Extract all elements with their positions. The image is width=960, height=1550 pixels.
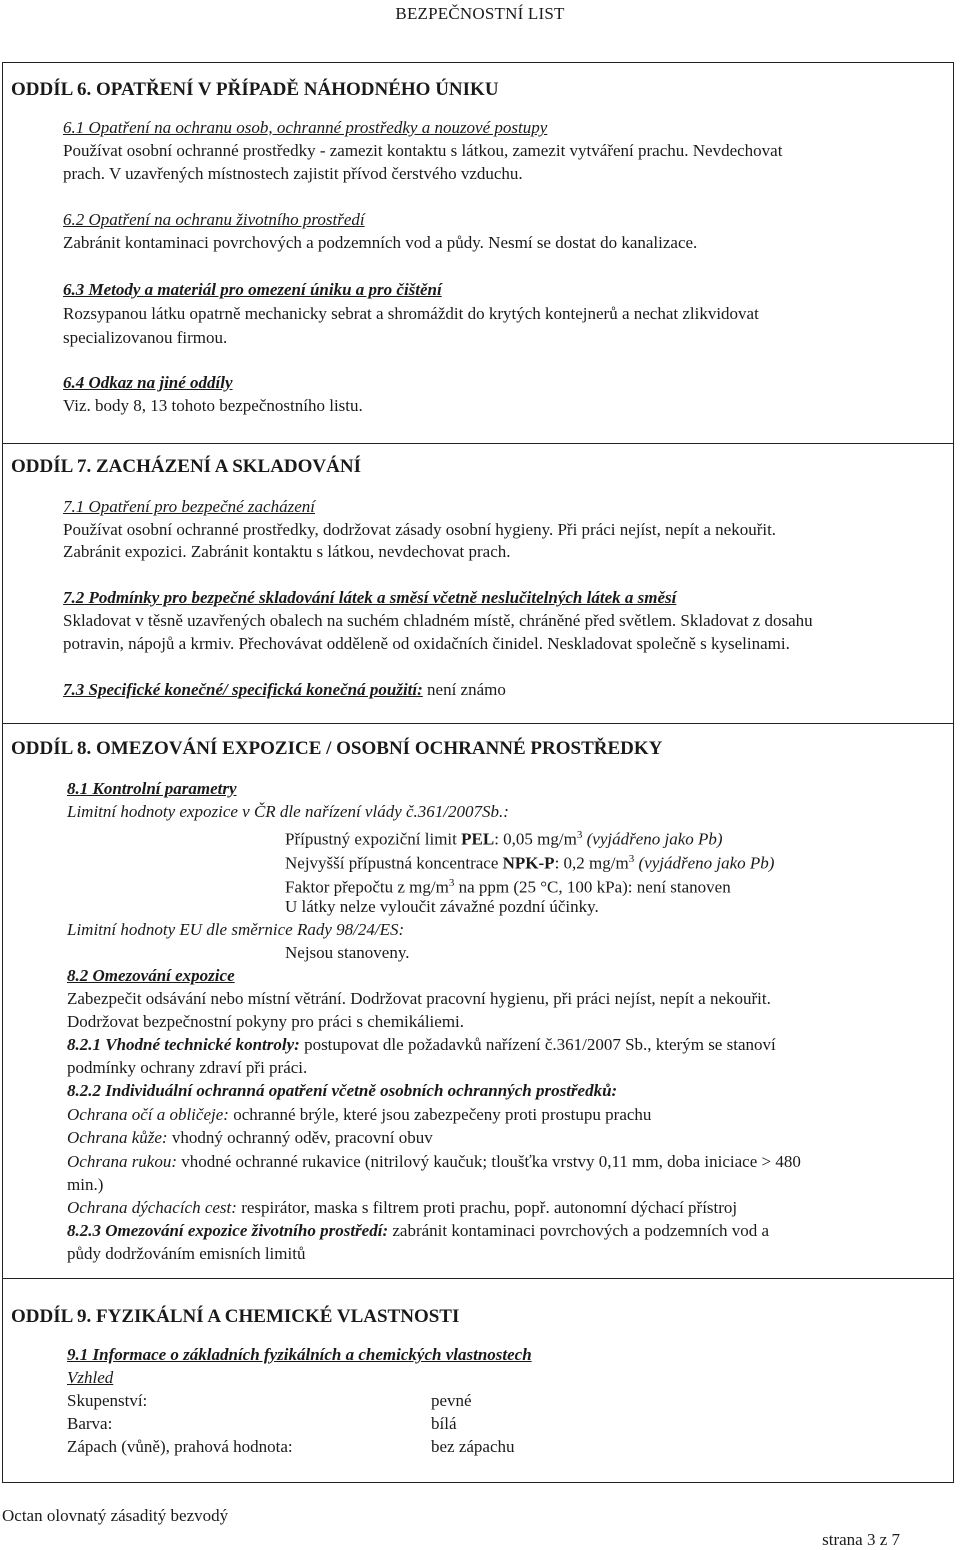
s64-text-line1: Viz. body 8, 13 tohoto bezpečnostního listu. <box>63 396 363 415</box>
pel-prefix: Přípustný expoziční limit <box>285 829 462 849</box>
prop-value-color: bílá <box>431 1414 457 1433</box>
factor-prefix: Faktor přepočtu z mg/m <box>285 877 449 897</box>
prop-label-color: Barva: <box>67 1414 113 1433</box>
skin-protection-value: vhodný ochranný oděv, pracovní obuv <box>167 1128 433 1147</box>
s82-text-line1: Zabezpečit odsávání nebo místní větrání. Dodržovat pracovní hygienu, při práci nejíst, nepít a nekouřit. <box>67 989 771 1008</box>
cz-limits-heading: Limitní hodnoty expozice v ČR dle nařízení vlády č.361/2007Sb.: <box>67 802 509 821</box>
pel-label: PEL <box>461 829 495 849</box>
s823-text: zabránit kontaminaci povrchových a podzemních vod a <box>388 1221 770 1240</box>
npk-prefix: Nejvyšší přípustná koncentrace <box>285 853 503 873</box>
s73-value: není známo <box>422 680 506 699</box>
document-header: BEZPEČNOSTNÍ LIST <box>395 4 565 23</box>
hand-protection-line2: min.) <box>67 1175 104 1194</box>
s821-line1 <box>67 1034 776 1056</box>
prop-value-state: pevné <box>431 1391 472 1410</box>
prop-value-odor: bez zápachu <box>431 1437 515 1456</box>
s62-text-line1: Zabránit kontaminaci povrchových a podzemních vod a půdy. Nesmí se dostat do kanalizace. <box>63 233 698 252</box>
npk-value: : 0,2 mg/m <box>554 853 629 873</box>
pel-unit-sup: 3 <box>576 829 583 841</box>
respiratory-protection-value: respirátor, maska s filtrem proti prachu, popř. autonomní dýchací přístroj <box>236 1198 738 1217</box>
section-7-title: ODDÍL 7. ZACHÁZENÍ A SKLADOVÁNÍ <box>11 456 361 477</box>
s823-title: 8.2.3 Omezování expozice životního prostředí: <box>67 1221 389 1240</box>
s71-title: 7.1 Opatření pro bezpečné zacházení <box>63 497 315 516</box>
respiratory-protection-label: Ochrana dýchacích cest: <box>67 1198 237 1217</box>
section-6-title: ODDÍL 6. OPATŘENÍ V PŘÍPADĚ NÁHODNÉHO ÚNIKU <box>11 79 499 100</box>
s73-title: 7.3 Specifické konečné/ specifická konečná použití: <box>63 680 423 699</box>
s821-title: 8.2.1 Vhodné technické kontroly: <box>67 1035 300 1054</box>
eye-protection-value: ochranné brýle, které jsou zabezpečeny proti prostupu prachu <box>228 1105 652 1124</box>
section-6 <box>2 62 954 444</box>
s63-title: 6.3 Metody a materiál pro omezení úniku a pro čištění <box>63 280 442 299</box>
s91-title: 9.1 Informace o základních fyzikálních a chemických vlastnostech <box>67 1345 532 1364</box>
section-9 <box>2 1279 954 1483</box>
pel-note: (vyjádřeno jako Pb) <box>582 829 723 849</box>
npk-unit-sup: 3 <box>628 853 635 865</box>
hand-protection-line <box>67 1151 801 1173</box>
eye-protection-label: Ochrana očí a obličeje: <box>67 1105 229 1124</box>
section-8-title: ODDÍL 8. OMEZOVÁNÍ EXPOZICE / OSOBNÍ OCHRANNÉ PROSTŘEDKY <box>11 738 663 759</box>
s823-line1 <box>67 1220 769 1242</box>
s71-text-line2: Zabránit expozici. Zabránit kontaktu s látkou, nevdechovat prach. <box>63 542 511 561</box>
factor-unit-sup: 3 <box>448 877 455 889</box>
skin-protection-label: Ochrana kůže: <box>67 1128 168 1147</box>
s71-text-line1: Používat osobní ochranné prostředky, dodržovat zásady osobní hygieny. Při práci nejíst, nepít a nekouřit. <box>63 520 777 539</box>
prop-label-odor: Zápach (vůně), prahová hodnota: <box>67 1437 293 1456</box>
npk-note: (vyjádřeno jako Pb) <box>634 853 775 873</box>
s821-line2: podmínky ochrany zdraví při práci. <box>67 1058 308 1077</box>
s73-line <box>63 679 506 701</box>
hand-protection-label: Ochrana rukou: <box>67 1152 178 1171</box>
eye-protection-line <box>67 1104 651 1126</box>
s821-text: postupovat dle požadavků nařízení č.361/2007 Sb., kterým se stanoví <box>299 1035 776 1054</box>
skin-protection-line <box>67 1127 433 1149</box>
footer-page-number: strana 3 z 7 <box>822 1530 900 1549</box>
section-7 <box>2 444 954 724</box>
s61-text-line2: prach. V uzavřených místnostech zajistit přívod čerstvého vzduchu. <box>63 164 523 183</box>
late-effects-line: U látky nelze vyloučit závažné pozdní účinky. <box>285 897 599 916</box>
s61-title: 6.1 Opatření na ochranu osob, ochranné prostředky a nouzové postupy <box>63 118 548 137</box>
s822-title: 8.2.2 Individuální ochranná opatření včetně osobních ochranných prostředků: <box>67 1081 618 1100</box>
pel-line <box>285 824 723 851</box>
respiratory-protection-line <box>67 1197 737 1219</box>
eu-limits-heading: Limitní hodnoty EU dle směrnice Rady 98/24/ES: <box>67 920 405 939</box>
appearance-heading: Vzhled <box>67 1368 114 1387</box>
s82-text-line2: Dodržovat bezpečnostní pokyny pro práci s chemikáliemi. <box>67 1012 465 1031</box>
pel-value: : 0,05 mg/m <box>494 829 577 849</box>
s81-title: 8.1 Kontrolní parametry <box>67 779 237 798</box>
npk-label: NPK-P <box>502 853 555 873</box>
s823-line2: půdy dodržováním emisních limitů <box>67 1244 306 1263</box>
s63-text-line1: Rozsypanou látku opatrně mechanicky sebrat a shromáždit do krytých kontejnerů a nechat zlikvidovat <box>63 304 759 323</box>
eu-limits-value: Nejsou stanoveny. <box>285 943 410 962</box>
section-8 <box>2 724 954 1279</box>
factor-line <box>285 872 731 899</box>
s64-title: 6.4 Odkaz na jiné oddíly <box>63 373 233 392</box>
section-9-title: ODDÍL 9. FYZIKÁLNÍ A CHEMICKÉ VLASTNOSTI <box>11 1306 460 1327</box>
npk-line <box>285 848 774 875</box>
s63-text-line2: specializovanou firmou. <box>63 328 228 347</box>
s72-title: 7.2 Podmínky pro bezpečné skladování látek a směsí včetně neslučitelných látek a směsí <box>63 588 677 607</box>
s72-text-line1: Skladovat v těsně uzavřených obalech na suchém chladném místě, chráněné před světlem. Skladovat z dosahu <box>63 611 813 630</box>
hand-protection-value: vhodné ochranné rukavice (nitrilový kaučuk; tloušťka vrstvy 0,11 mm, doba iniciace > 480 <box>177 1152 801 1171</box>
s62-title: 6.2 Opatření na ochranu životního prostředí <box>63 210 365 229</box>
prop-label-state: Skupenství: <box>67 1391 148 1410</box>
factor-value: na ppm (25 °C, 100 kPa): není stanoven <box>454 877 731 897</box>
s72-text-line2: potravin, nápojů a krmiv. Přechovávat odděleně od oxidačních činidel. Neskladovat společně s kyselinami. <box>63 634 790 653</box>
s61-text-line1: Používat osobní ochranné prostředky - zamezit kontaktu s látkou, zamezit vytváření prachu. Nevdechovat <box>63 141 783 160</box>
footer-product-name: Octan olovnatý zásaditý bezvodý <box>2 1506 229 1525</box>
s82-title: 8.2 Omezování expozice <box>67 966 235 985</box>
